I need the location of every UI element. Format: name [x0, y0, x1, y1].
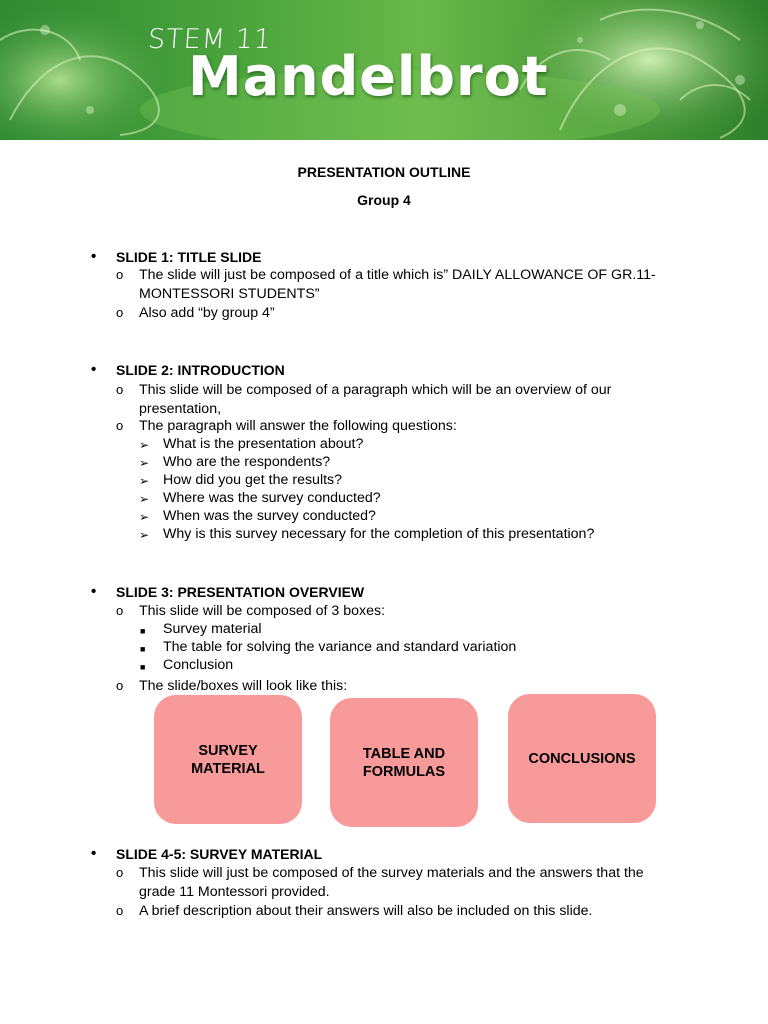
- slide-2-item-1: This slide will be composed of a paragraph which will be an overview of our presentation,: [139, 382, 612, 417]
- box-conclusions: [508, 694, 656, 823]
- box-survey-material: [154, 695, 302, 824]
- question-item: Why is this survey necessary for the completion of this presentation?: [163, 526, 595, 542]
- sub-bullet-marker: o: [116, 418, 124, 433]
- arrow-bullet-icon: ➢: [139, 492, 150, 506]
- arrow-bullet-icon: ➢: [139, 528, 150, 542]
- page-subtitle: Group 4: [357, 192, 411, 208]
- question-item: When was the survey conducted?: [163, 508, 376, 524]
- box-list-item: The table for solving the variance and standard variation: [163, 639, 517, 655]
- question-item: What is the presentation about?: [163, 436, 364, 452]
- box-label: TABLE AND FORMULAS: [362, 745, 446, 780]
- section-title-slide-1: • SLIDE 1: TITLE SLIDE: [116, 249, 261, 265]
- arrow-bullet-icon: ➢: [139, 438, 150, 452]
- header-banner: [0, 0, 768, 140]
- sub-bullet-marker: o: [116, 903, 124, 918]
- slide-4-5-item-1: This slide will just be composed of the survey materials and the answers that the grade 11 Montessori provided.: [139, 865, 644, 900]
- section-title-slide-4-5: • SLIDE 4-5: SURVEY MATERIAL: [116, 846, 322, 862]
- sub-bullet-marker: o: [116, 267, 124, 282]
- box-list-item: Survey material: [163, 621, 262, 637]
- banner-title: Mandelbrot: [188, 45, 549, 108]
- box-label: SURVEY MATERIAL: [191, 742, 265, 777]
- page-title: PRESENTATION OUTLINE: [297, 164, 471, 180]
- arrow-bullet-icon: ➢: [139, 510, 150, 524]
- slide-1-item-1: The slide will just be composed of a title which is” DAILY ALLOWANCE OF GR.11-MONTESSORI STUDENTS”: [139, 267, 656, 302]
- sub-bullet-marker: o: [116, 603, 124, 618]
- section-title-slide-3: • SLIDE 3: PRESENTATION OVERVIEW: [116, 584, 364, 600]
- arrow-bullet-icon: ➢: [139, 474, 150, 488]
- box-list-item: Conclusion: [163, 657, 234, 673]
- sub-bullet-marker: o: [116, 382, 124, 397]
- square-bullet-icon: ■: [140, 662, 146, 672]
- slide-2-item-2: The paragraph will answer the following questions:: [139, 418, 457, 434]
- question-item: Who are the respondents?: [163, 454, 331, 470]
- question-item: How did you get the results?: [163, 472, 343, 488]
- square-bullet-icon: ■: [140, 644, 146, 654]
- section-title-slide-2: • SLIDE 2: INTRODUCTION: [116, 362, 285, 378]
- banner-subtitle: STEM 11: [146, 24, 274, 55]
- sub-bullet-marker: o: [116, 865, 124, 880]
- arrow-bullet-icon: ➢: [139, 456, 150, 470]
- slide-4-5-item-2: A brief description about their answers will also be included on this slide.: [139, 903, 593, 919]
- slide-3-item-1: This slide will be composed of 3 boxes:: [139, 603, 386, 619]
- slide-1-item-2: Also add “by group 4”: [139, 305, 275, 321]
- question-item: Where was the survey conducted?: [163, 490, 381, 506]
- box-table-formulas: [330, 698, 478, 827]
- sub-bullet-marker: o: [116, 305, 124, 320]
- slide-3-item-2: The slide/boxes will look like this:: [139, 678, 348, 694]
- sub-bullet-marker: o: [116, 678, 124, 693]
- box-label: CONCLUSIONS: [528, 750, 636, 767]
- square-bullet-icon: ■: [140, 626, 146, 636]
